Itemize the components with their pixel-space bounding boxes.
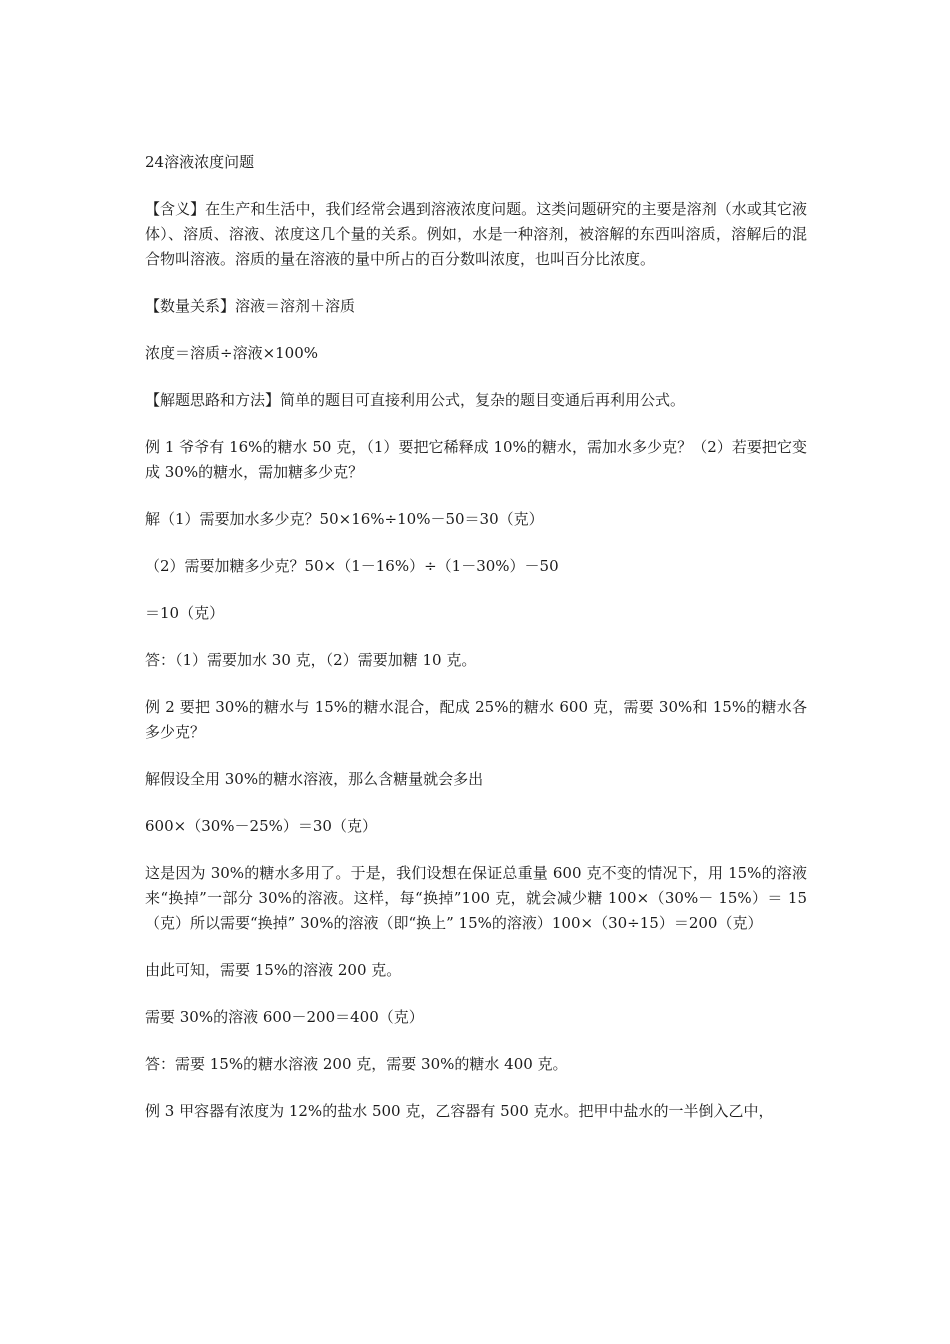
paragraph-example-3: 例 3 甲容器有浓度为 12%的盐水 500 克，乙容器有 500 克水。把甲中盐水的一半倒入乙中，: [145, 1102, 774, 1120]
paragraph-method: 【解题思路和方法】简单的题目可直接利用公式，复杂的题目变通后再利用公式。: [145, 391, 686, 409]
paragraph-solution-1a: 解（1）需要加水多少克？50×16%÷10%－50＝30（克）: [145, 510, 544, 528]
paragraph-solution-1c: ＝10（克）: [145, 604, 225, 622]
paragraph-conclusion-2b: 需要 30%的溶液 600－200＝400（克）: [145, 1008, 424, 1026]
paragraph-conclusion-2a: 由此可知，需要 15%的溶液 200 克。: [145, 961, 402, 979]
paragraph-solution-2b: 600×（30%－25%）＝30（克）: [145, 817, 377, 835]
paragraph-solution-1b: （2）需要加糖多少克？50×（1－16%）÷（1－30%）－50: [145, 557, 559, 575]
paragraph-example-1: 例 1 爷爷有 16%的糖水 50 克，（1）要把它稀释成 10%的糖水，需加水多少克？（2）若要把它变成 30%的糖水，需加糖多少克？: [145, 438, 807, 481]
paragraph-explanation-2: 这是因为 30%的糖水多用了。于是，我们设想在保证总重量 600 克不变的情况下，用 15%的溶液来“换掉”一部分 30%的溶液。这样，每“换掉”100 克，就会减少糖 100×（30%－ 15%）＝ 15（克）所以需要“换掉” 30%的溶液（即“换上” 15%的溶液）100×（30÷15）＝200（克）: [145, 864, 807, 932]
document-title: 24溶液浓度问题: [145, 153, 255, 171]
paragraph-example-2: 例 2 要把 30%的糖水与 15%的糖水混合，配成 25%的糖水 600 克，需要 30%和 15%的糖水各多少克？: [145, 698, 807, 741]
paragraph-solution-2a: 解假设全用 30%的糖水溶液，那么含糖量就会多出: [145, 770, 484, 788]
document-page: [145, 150, 807, 1146]
paragraph-answer-1: 答：（1）需要加水 30 克，（2）需要加糖 10 克。: [145, 651, 477, 669]
paragraph-answer-2: 答：需要 15%的糖水溶液 200 克，需要 30%的糖水 400 克。: [145, 1055, 568, 1073]
paragraph-definition: 【含义】在生产和生活中，我们经常会遇到溶液浓度问题。这类问题研究的主要是溶剂（水或其它液体）、溶质、溶液、浓度这几个量的关系。例如，水是一种溶剂，被溶解的东西叫溶质，溶解后的混合物叫溶液。溶质的量在溶液的量中所占的百分数叫浓度，也叫百分比浓度。: [145, 200, 807, 268]
paragraph-quantity-relation: 【数量关系】溶液＝溶剂＋溶质: [145, 297, 356, 315]
paragraph-concentration-formula: 浓度＝溶质÷溶液×100%: [145, 344, 319, 362]
